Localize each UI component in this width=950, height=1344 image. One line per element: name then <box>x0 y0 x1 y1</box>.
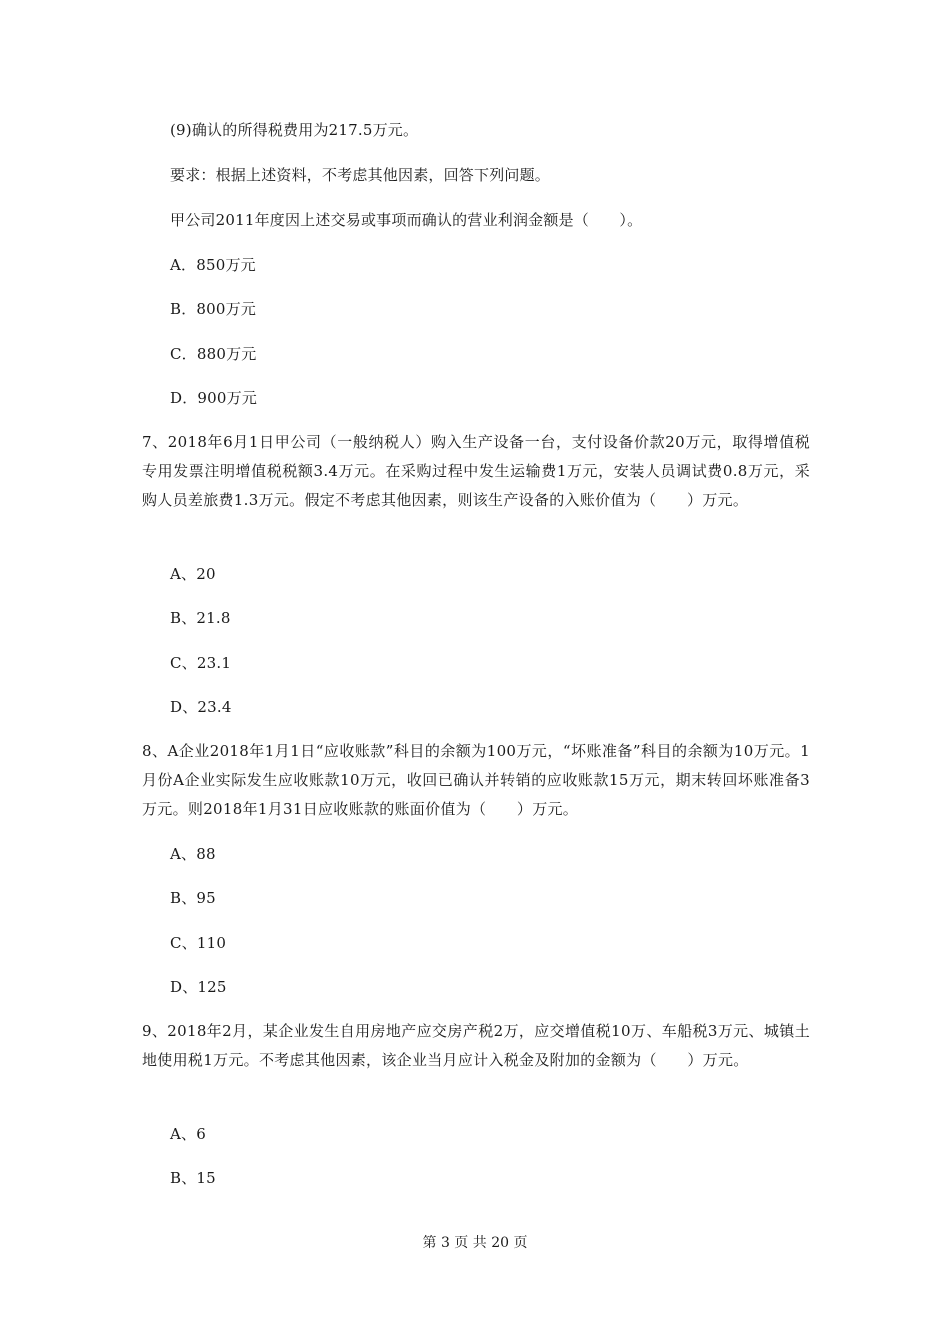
q6-option-b: B．800万元 <box>170 300 257 318</box>
q7-option-c: C、23.1 <box>170 654 232 672</box>
q6-option-d: D．900万元 <box>170 389 258 407</box>
q6-question: 甲公司2011年度因上述交易或事项而确认的营业利润金额是（ ）。 <box>170 211 643 229</box>
q7-option-b: B、21.8 <box>170 609 231 627</box>
q8-question: 8、A企业2018年1月1日“应收账款”科目的余额为100万元，“坏账准备”科目的余额为10万元。1月份A企业实际发生应收账款10万元，收回已确认并转销的应收账款15万元，期末转回坏账准备3万元。则2018年1月31日应收账款的账面价值为（ ）万元。 <box>142 742 810 818</box>
q9-option-b: B、15 <box>170 1169 216 1187</box>
q7-option-a: A、20 <box>170 565 216 583</box>
q8-option-a: A、88 <box>170 845 216 863</box>
page-number-footer: 第 3 页 共 20 页 <box>422 1235 528 1251</box>
q6-requirement: 要求：根据上述资料，不考虑其他因素，回答下列问题。 <box>170 166 551 184</box>
q6-item-9: (9)确认的所得税费用为217.5万元。 <box>170 121 419 139</box>
q7-option-d: D、23.4 <box>170 698 232 716</box>
q8-option-c: C、110 <box>170 934 227 952</box>
q8-option-d: D、125 <box>170 978 227 996</box>
q9-option-a: A、6 <box>170 1125 206 1143</box>
q8-option-b: B、95 <box>170 889 216 907</box>
q6-option-a: A．850万元 <box>170 256 256 274</box>
q7-question: 7、2018年6月1日甲公司（一般纳税人）购入生产设备一台，支付设备价款20万元，取得增值税专用发票注明增值税税额3.4万元。在采购过程中发生运输费1万元，安装人员调试费0.8万元，采购人员差旅费1.3万元。假定不考虑其他因素，则该生产设备的入账价值为（ ）万元。 <box>142 433 810 509</box>
q9-question: 9、2018年2月，某企业发生自用房地产应交房产税2万，应交增值税10万、车船税3万元、城镇土地使用税1万元。不考虑其他因素，该企业当月应计入税金及附加的金额为（ ）万元。 <box>142 1022 810 1069</box>
q6-option-c: C．880万元 <box>170 345 257 363</box>
